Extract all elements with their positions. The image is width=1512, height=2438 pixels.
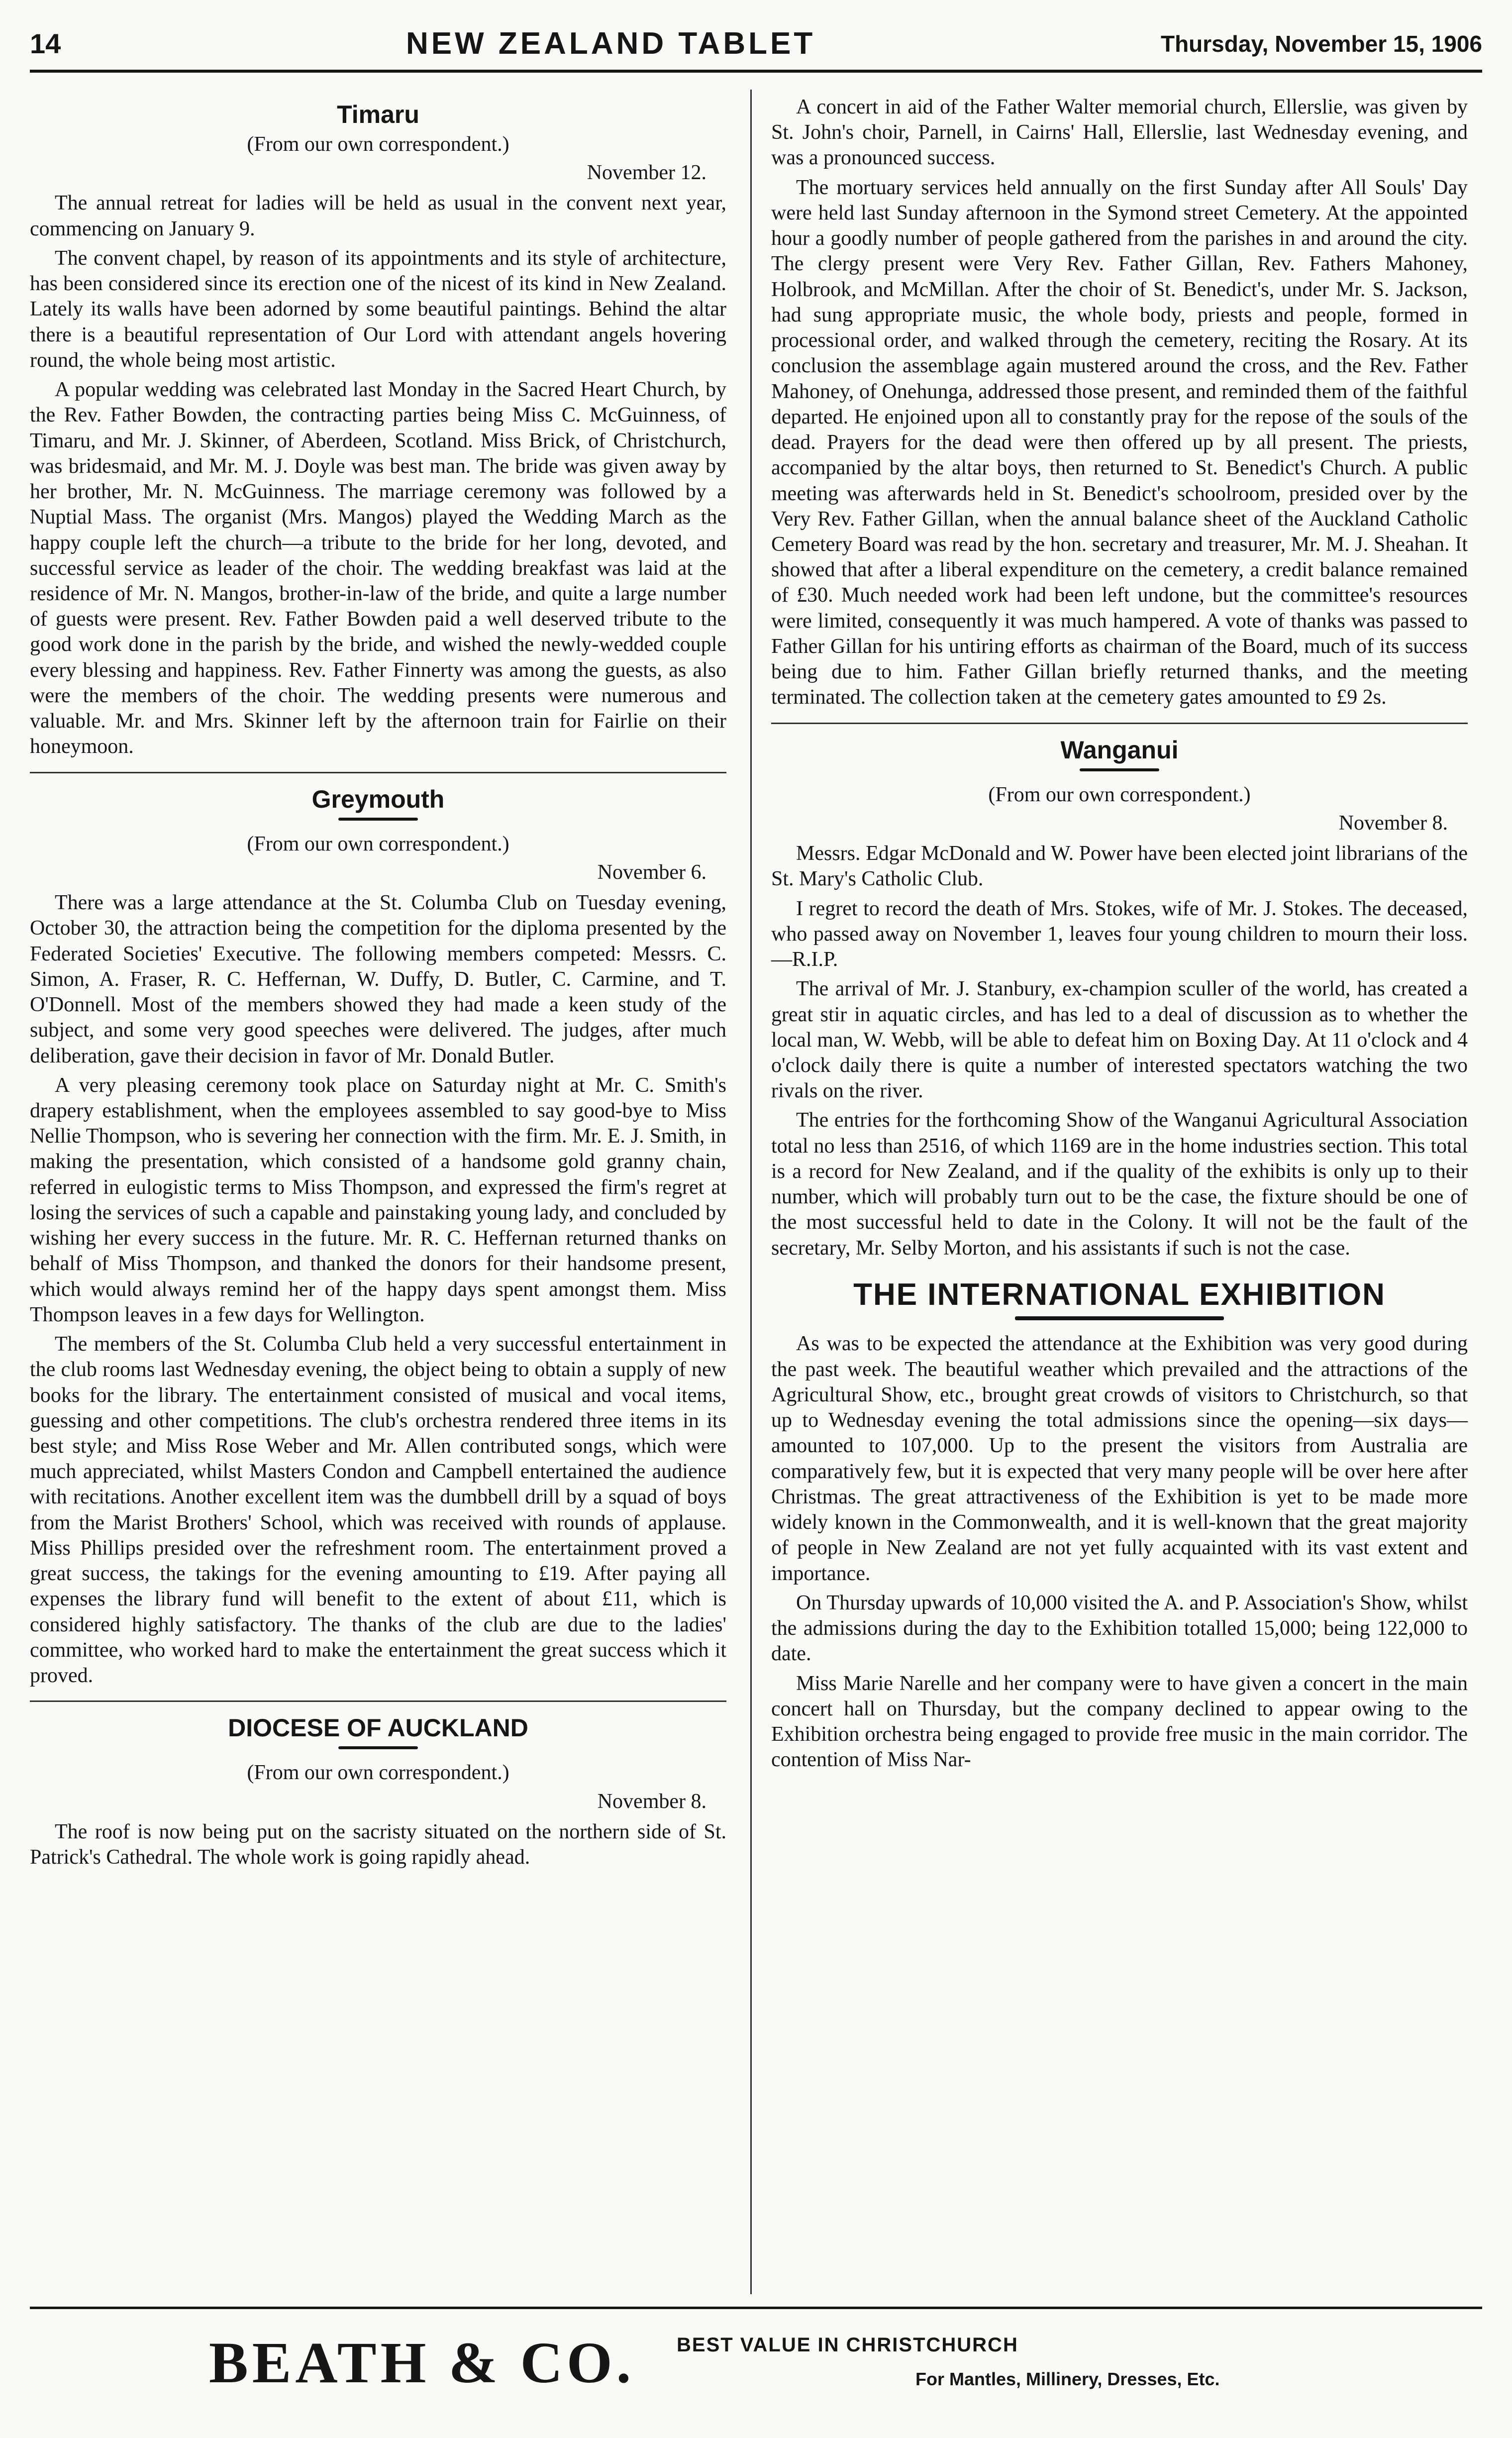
auckland-dateline: November 8. [597,1790,706,1813]
heading-rule [338,818,418,821]
auckland-paragraph: The roof is now being put on the sacristy situated on the northern side of St. Patrick's Cathedral. The whole work is going rapidly ahead. [30,1820,726,1869]
right-column [771,95,1468,1777]
section-separator [30,1700,726,1702]
timaru-credit: (From our own correspondent.) [247,133,509,156]
newspaper-page [30,20,1482,2409]
page-number: 14 [30,28,61,59]
auckland-heading: DIOCESE OF AUCKLAND [228,1714,528,1742]
issue-date: Thursday, November 15, 1906 [1160,30,1482,57]
auckland-continued-paragraph: The mortuary services held annually on the first Sunday after All Souls' Day were held last Sunday afternoon in the Symond street Cemetery. At the appointed hour a goodly number of people gathered from the parishes in and around the city. The clergy present were Very Rev. Father Gillan, Rev. Fathers Mahoney, Holbrook, and McMillan. After the choir of St. Benedict's, under Mr. S. Jackson, had sung appropriate music, the whole body, priests and people, formed in processional order, and walked through the cemetery, reciting the Rosary. At its conclusion the assemblage again mustered around the cross, and the Rev. Father Mahoney, of Onehunga, addressed those present, and reminded them of the faithful departed. He enjoined upon all to constantly pray for the repose of the souls of the dead. Prayers for the dead were then offered up by all present. The priests, accompanied by the altar boys, then returned to St. Benedict's Church. A public meeting was afterwards held in St. Benedict's schoolroom, presided over by the Very Rev. Father Gillan, when the annual balance sheet of the Auckland Catholic Cemetery Board was read by the hon. secretary and treasurer, Mr. M. J. Sheahan. It showed that after a liberal expenditure on the cemetery, a credit balance remained of £30. Much needed work had been left undone, but the committee's resources were limited, consequently it was much hampered. A vote of thanks was passed to Father Gillan for his untiring efforts as chairman of the Board, much of its success being due to him. Father Gillan briefly returned thanks, and the meeting terminated. The collection taken at the cemetery gates amounted to £9 2s. [771,176,1468,709]
greymouth-paragraph: The members of the St. Columba Club held a very successful entertainment in the club rooms last Wednesday evening, the object being to obtain a supply of new books for the library. The entertainment consisted of musical and vocal items, guessing and other competitions. The club's orchestra rendered three items in its best style; and Miss Rose Weber and Mr. Allen contributed songs, which were much appreciated, whilst Masters Condon and Campbell entertained the audience with recitations. Another excellent item was the dumbbell drill by a squad of boys from the Marist Brothers' School, which was received with rounds of applause. Miss Phillips presided over the refreshment room. The entertainment proved a great success, the takings for the evening amounting to £19. After paying all expenses the library fund will benefit to the extent of about £11, which is considered highly satisfactory. The thanks of the club are due to the ladies' committee, who worked hard to make the entertainment the great success which it proved. [30,1333,726,1688]
exhibition-paragraph: On Thursday upwards of 10,000 visited the A. and P. Association's Show, whilst the admissions during the day to the Exhibition totalled 15,000; being 122,000 to date. [771,1591,1468,1666]
heading-rule [1080,768,1159,771]
wanganui-heading: Wanganui [1060,736,1179,764]
wanganui-paragraph: The entries for the forthcoming Show of the Wanganui Agricultural Association total no less than 2516, of which 1169 are in the home industries section. This total is a record for New Zealand, and if the quality of the exhibits is only up to their number, which will probably turn out to be the case, the fixture should be one of the most successful held to date in the Colony. It will not be the fault of the secretary, Mr. Selby Morton, and his assistants if such is not the case. [771,1109,1468,1260]
greymouth-paragraph: A very pleasing ceremony took place on Saturday night at Mr. C. Smith's drapery establishment, when the employees assembled to say good-bye to Miss Nellie Thompson, who is severing her connection with the firm. Mr. E. J. Smith, in making the presentation, which consisted of a handsome gold granny chain, referred in eulogistic terms to Miss Thompson, and expressed the firm's regret at losing the services of such a capable and painstaking young lady, and concluded by wishing her every success in the future. Mr. R. C. Heffernan returned thanks on behalf of Miss Thompson, and thanked the donors for their handsome present, which would always remind her of the happy days spent amongst them. Miss Thompson leaves in a few days for Wellington. [30,1073,726,1326]
greymouth-paragraph: There was a large attendance at the St. Columba Club on Tuesday evening, October 30, the attraction being the competition for the diploma presented by the Federated Societies' Executive. The following members competed: Messrs. C. Simon, A. Fraser, R. C. Heffernan, W. Duffy, D. Butler, C. Carmine, and T. O'Donnell. Most of the members showed they had made a keen study of the subject, and some very good speeches were delivered. The judges, after much deliberation, gave their decision in favor of Mr. Donald Butler. [30,891,726,1067]
heading-rule [338,1746,418,1749]
timaru-paragraph: A popular wedding was celebrated last Monday in the Sacred Heart Church, by the Rev. Father Bowden, the contracting parties being Miss C. McGuinness, of Timaru, and Mr. J. Skinner, of Aberdeen, Scotland. Miss Brick, of Christchurch, was bridesmaid, and Mr. M. J. Doyle was best man. The bride was given away by her brother, Mr. N. McGuinness. The marriage ceremony was followed by a Nuptial Mass. The organist (Mrs. Mangos) played the Wedding March as the happy couple left the church—a tribute to the bride for her long, devoted, and successful service as leader of the choir. The wedding breakfast was laid at the residence of Mr. N. Mangos, brother-in-law of the bride, and quite a large number of guests were present. Rev. Father Bowden paid a well deserved tribute to the good work done in the parish by the bride, and wished the newly-wedded couple every blessing and happiness. Rev. Father Finnerty was among the guests, as also were the members of the choir. The wedding presents were numerous and valuable. Mr. and Mrs. Skinner left by the afternoon train for Fairlie on their honeymoon. [30,378,726,758]
timaru-paragraph: The annual retreat for ladies will be held as usual in the convent next year, commencing on January 9. [30,192,726,240]
timaru-paragraph: The convent chapel, by reason of its appointments and its style of architecture, has been considered since its erection one of the nicest of its kind in New Zealand. Lately its walls have been adorned by some beautiful paintings. Behind the altar there is a beautiful representation of Our Lord with attendant angels hovering round, the whole being most artistic. [30,246,726,372]
greymouth-dateline: November 6. [597,860,706,884]
left-column [30,95,726,1874]
section-separator [30,772,726,773]
exhibition-paragraph: Miss Marie Narelle and her company were to have given a concert in the main concert hall on Thursday, but the company declined to appear owing to the Exhibition orchestra being engaged to provide free music in the main corridor. The contention of Miss Nar- [771,1672,1468,1772]
greymouth-credit: (From our own correspondent.) [247,832,509,855]
ad-tagline: BEST VALUE IN CHRISTCHURCH [677,2334,1018,2356]
auckland-continued-paragraph: A concert in aid of the Father Walter memorial church, Ellerslie, was given by St. John's choir, Parnell, in Cairns' Hall, Ellerslie, last Wednesday evening, and was a pronounced success. [771,96,1468,170]
auckland-credit: (From our own correspondent.) [247,1761,509,1785]
section-separator [771,723,1468,724]
masthead-rule [30,70,1482,73]
ad-products: For Mantles, Millinery, Dresses, Etc. [915,2369,1220,2389]
masthead [30,20,1482,67]
exhibition-paragraph: As was to be expected the attendance at the Exhibition was very good during the past week. The beautiful weather which prevailed and the attractions of the Agricultural Show, etc., brought great crowds of visitors to Christchurch, so that up to Wednesday evening the total admissions since the opening—six days—amounted to 107,000. Up to the present the visitors from Australia are comparatively few, but it is expected that very many people will be over here after Christmas. The great attractiveness of the Exhibition is yet to be made more widely known in the Commonwealth, and it is well-known that the great majority of people in New Zealand are not yet fully acquainted with its vast extent and importance. [771,1332,1468,1585]
column-divider [750,90,752,2294]
wanganui-paragraph: I regret to record the death of Mrs. Stokes, wife of Mr. J. Stokes. The deceased, who passed away on November 1, leaves four young children to mourn their loss.—R.I.P. [771,897,1468,971]
wanganui-paragraph: The arrival of Mr. J. Stanbury, ex-champion sculler of the world, has created a great stir in aquatic circles, and has led to a deal of discussion as to whether the local man, W. Webb, will be able to defeat him on Boxing Day. At 11 o'clock and 4 o'clock daily there is quite a number of interested spectators watching the two rivals on the river. [771,977,1468,1103]
paper-title: NEW ZEALAND TABLET [406,26,816,61]
ad-brand: BEATH & CO. [209,2330,635,2395]
wanganui-dateline: November 8. [1338,811,1448,835]
wanganui-paragraph: Messrs. Edgar McDonald and W. Power have been elected joint librarians of the St. Mary's Catholic Club. [771,842,1468,891]
greymouth-heading: Greymouth [311,785,445,813]
exhibition-heading: THE INTERNATIONAL EXHIBITION [853,1277,1386,1312]
footer-rule [30,2307,1482,2309]
wanganui-credit: (From our own correspondent.) [988,783,1251,806]
timaru-heading: Timaru [337,101,419,128]
advertisement [30,2319,1482,2409]
heading-rule [1015,1316,1224,1320]
timaru-dateline: November 12. [587,161,706,185]
